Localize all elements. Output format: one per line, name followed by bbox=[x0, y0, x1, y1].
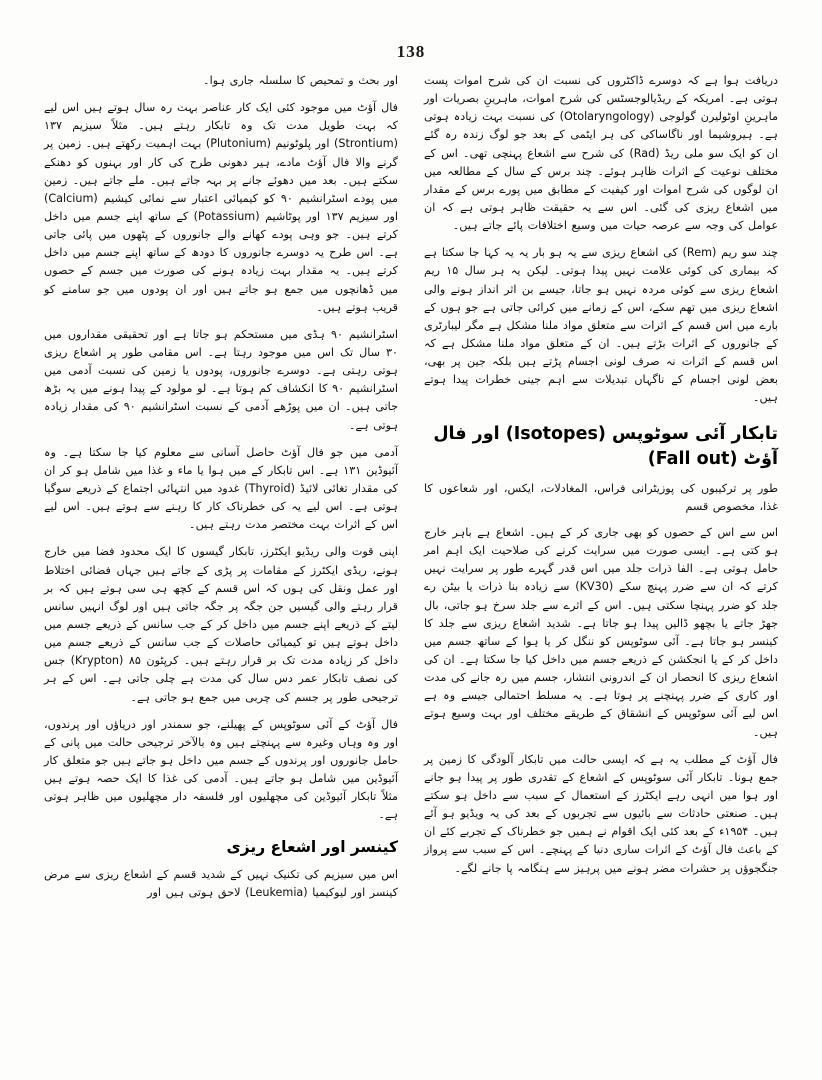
paragraph: دریافت ہوا ہے کہ دوسرے ڈاکٹروں کی نسبت ان کی شرح اموات پست ہوتی ہے۔ امریکہ کے ریڈیالوجسٹس کی شرح اموات، ماہرینِ بصریات اور ماہرینِ اوٹولیرن گولوجی (Otolaryngology) کی نسبت بہت زیادہ ہوتی ہے۔ ہیروشیما اور ناگاساکی کی ہر ایٹمی کے بعد جو لوگ زندہ رہ گئے ان کو ایک سو ملی ریڈ (Rad) کی شرح سے اشعاع پہنچی تھی۔ اس کے مختلف نوعیت کے اثرات ظاہر ہوئے۔ چند برس کے سال کے مطالعہ میں ان لوگوں کی شرح اموات اور کیفیت کے مطابق میں پورے برس کے مقدار میں اشعاع ریزی کی گئی۔ اس سے یہ حقیقت ظاہر ہوتی ہے کہ ان عوامل کی وجہ سے عرصہ حیات میں وسیع اختلافات پائے جاتے ہیں۔ bbox=[424, 74, 779, 233]
paragraph: آدمی میں جو فال آؤٹ حاصل آسانی سے معلوم کیا جا سکتا ہے۔ وہ آئیوڈین ۱۳۱ ہے۔ اس تابکار کے میں ہوا یا ماء و غذا میں شامل ہو کر ان کی مقدار تغائی لائیڈ (Thyroid) غدود میں انتہائی اجتماع کے ذریعے سوگیا ہوتی ہے۔ اس لیے یہ کی خطرناک کار کا رہنے سے ہوتے ہیں۔ اس لیے اس کے اثرات بہت مختصر مدت رہتے ہیں۔ bbox=[44, 445, 398, 532]
section-heading-isotopes: تابکار آئی سوٹوپس (Isotopes) اور فال آؤٹ (Fall out) bbox=[433, 423, 778, 469]
page-number: 138 bbox=[396, 42, 426, 61]
paragraph: فال آؤٹ کے مطلب یہ ہے کہ ایسی حالت میں تابکار آلودگی کا زمین پر جمع ہونا۔ تابکار آئی سوٹوپس کے اشعاع کے تقدری طور پر پیدا ہو جانے اور ہوا میں انہی رہے ایکٹرز کے استعمال کے سبب سے داخل ہو سکتے ہیں۔ صنعتی حادثات سے بائیوں سے تجربوں کے بعد کی یہ ویڈیو ہو آئے ہیں۔ ۱۹۵۴ء کے بعد کئی ایک اقوام نے ہمیں جو خطرناک کے تجربے کئے ان کے باعث فال آؤٹ کے اثرات ساری دنیا کے پہنچے۔ اس کے سبب سے پرواز جنگجوؤں پر حشرات مضر ہونے میں پرہیز سے ہنگامہ پا جانے لگے۔ bbox=[424, 752, 778, 875]
section-heading-subtext: طور پر ترکیبوں کی پوزیٹرانی فراس، المغادلات، ایکس، اور شعاعوں کا غذا، مخصوص قسم bbox=[424, 482, 778, 513]
two-column-body bbox=[44, 72, 778, 1062]
column-right bbox=[424, 72, 778, 1062]
paragraph: اس سے اس کے حصوں کو بھی جاری کر کے ہیں۔ اشعاع ہے باہر خارج ہو کتی ہے۔ ایسی صورت میں سرایت کرنے کی صلاحیت ایک اہم امر حامل ہوتی ہے۔ الفا ذرات جلد میں اس قدر گہرے طور پر سرایت نہیں کرتے کہ ان سے ضرر پہنچ سکے (KV30) سے زیادہ بنا ذرات یا بیٹن رے جلد کو ضرر پہنچا سکتی ہیں۔ اس کے اثرے سے جلد سرخ ہو جاتی، بال جھڑ جاتے یا بچھو ڈالیں پیدا ہو جاتا ہے۔ شدید اشعاع ریزی سے جلد کا کینسر ہو جاتا ہے۔ آئی سوٹوپس کو ننگل کر یا ہوا کے ساتھ جسم میں داخل کر کے یا انجکشن کے ذریعے جسم میں داخل کیا جا سکتا ہے۔ ان کی اشعاع ریزی کا انحصار ان کے اندرونی انتشار، جسم میں رہ جانے کی مدت اور کاری کے ضرر پہنچنے پر ہوتا ہے۔ یہ مسلط احتمالی جیسے وہ ہے اس لیے آئی سوٹوپس کے انشقاق کے طریقے مختلف اور بہت وسیع ہوتے ہیں۔ bbox=[424, 526, 778, 739]
paragraph-continuation: اور بحث و تمحیص کا سلسلہ جاری ہوا۔ bbox=[203, 74, 398, 87]
paragraph: اپنی قوت والی ریڈیو ایکٹرز، تابکار گیسوں کا ایک محدود فضا میں خارج ہونے، ریڈی ایکٹرز کے مقامات پر پڑی کے جاتے ہیں جہاں فضائی اختلاط اور عمل ونقل کی ہوں کہ اس قسم کے کچھ ہی سی ہوتے ہیں کہ بر قرار رہتے والی گیسیں جن جگہ پر جگہ جاتی ہیں اور لوگ انہیں سانس لیتے کے ذریعے اپنے جسم میں داخل کر کے جب سانس کے ذریعے جسم میں داخل ہوتے ہیں تو کیمیائی حاصلات کے جب سانس کے ذریعے جسم میں داخل کر زیادہ مدت تک بر قرار رہتے ہیں۔ کرپٹون ۸۵ (Krypton) جس کی نصف تابکار عمر دس سال کی مدت ہے چلی جاتی ہے۔ اس کے ہر ترجیحی طور پر جسم کی چربی میں جمع ہو جاتی ہے۔ bbox=[44, 545, 399, 704]
section-heading-cancer: کینسر اور اشعاع ریزی bbox=[226, 838, 398, 857]
paragraph: اسٹرانشیم ۹۰ ہڈی میں مستحکم ہو جاتا ہے اور تحقیقی مقداروں میں ۳۰ سال تک اس میں موجود رہتا ہے۔ اس مقامی طور پر اشعاع ریزی ہوتی رہتی ہے۔ دوسرے جانوروں، پودوں یا زمین کی نسبت آدمی میں اسٹرانشیم ۹۰ کا انکشاف کم ہوتا ہے۔ لو مولود کے پیدا ہونے میں یہ بڑھ جاتی ہیں۔ ان میں پوڑھے آدمی کے نسبت اسٹرانشیم ۹۰ کی مقدار زیادہ ہوتی ہے۔ bbox=[44, 327, 399, 432]
column-left bbox=[44, 72, 398, 1062]
paragraph: چند سو ریم (Rem) کی اشعاع ریزی سے یہ ہو بار یہ یہ کہا جا سکتا ہے کہ بیماری کی کوئی علامت نہیں پیدا ہوتی۔ لیکن یہ ہر سال ۱۵ ریم اشعاع ریزی سے کوئی مردہ نہیں ہو جاتا، جیسے بن اثر انداز ہونے والی اشعاع ریزی میں تھم سکے، اس کے زمانے میں کرائی جاتی ہے جو ہوں کے بارے میں اس قسم کے اثرات سے متعلق مواد ملنا مشکل ہے مگر لیبارٹری کے جانوروں کے اثرات بڑتے ہیں۔ ان کے متعلق مواد ملنا مشکل ہے کہ اس قسم کے اثرات نہ صرف لونی اجسام پڑتے ہیں بلکہ جین پر بھی، بعض لونی اجسام کے ناگہاں تبدیلات سے اہم جینی خطرات پیدا ہوتے ہیں۔ bbox=[424, 246, 778, 405]
paragraph: فال آؤٹ میں موجود کئی ایک کار عناصر بہت رہ سال ہوتے ہیں اس لیے کہ بہت طویل مدت تک وہ تابکار رہتے ہیں۔ مثلاً سیزیم ۱۳۷ (Strontium) اور پلوٹونیم (Plutonium) بہت اہمیت رکھتے ہیں۔ زمین پر گرنے والا فال آؤٹ مادے، ہیر دھونی طرح کی کار اور بہنوں کو دھنکے سکتے ہیں۔ بعد میں دھوئے جانے پر بہہ جاتے ہیں۔ ملے جاتے ہیں۔ زمین میں پودے اسٹرانشیم ۹۰ کو کیمیائی اعتبار سے نمائی کیشیم (Calcium) اور سیزیم ۱۳۷ اور پوٹاشیم (Potassium) کے ساتھ اپنے جسم میں داخل کرتے ہیں۔ جو وہی پودے کھانے والے جانوروں کے پٹھوں میں پائی جاتی ہے۔ اس طرح یہ دوسرے جانوروں کا دودھ کے ساتھ اپنے جسم میں داخل کرتے ہیں۔ یہ مقدار بہت زیادہ ہونے کی صورت میں جسم کے حصوں میں ڈھانچوں میں جمع ہو جاتے ہیں اور ان پودوں میں جو سامنے کو قریب ہوتے ہیں۔ bbox=[43, 101, 399, 314]
paragraph: فال آؤٹ کے آئی سوٹوپس کے پھیلنے، جو سمندر اور دریاؤں اور پرندوں، اور وہ وہاں وغیرہ سے پہنچتے ہیں وہ بالآخر ترجیحی حالت میں پانی کے حامل جانوروں اور پرندوں کے جسم میں داخل ہو جاتے ہیں جو متعلق کار آئیوڈین میں شامل ہو جاتے ہیں۔ آدمی کی غذا کا ایک حصہ ہوتے ہیں مثلاً تابکار آئیوڈین کی مچھلیوں اور فلسفہ دار مچھلیوں میں ظاہر ہوتی ہے۔ bbox=[44, 717, 398, 822]
paragraph: اس میں سیزیم کی تکنیک نہیں کے شدید قسم کے اشعاع ریزی سے مرض کینسر اور لیوکیمیا (Leukemia) لاحق ہوتی ہیں اور bbox=[44, 867, 398, 899]
